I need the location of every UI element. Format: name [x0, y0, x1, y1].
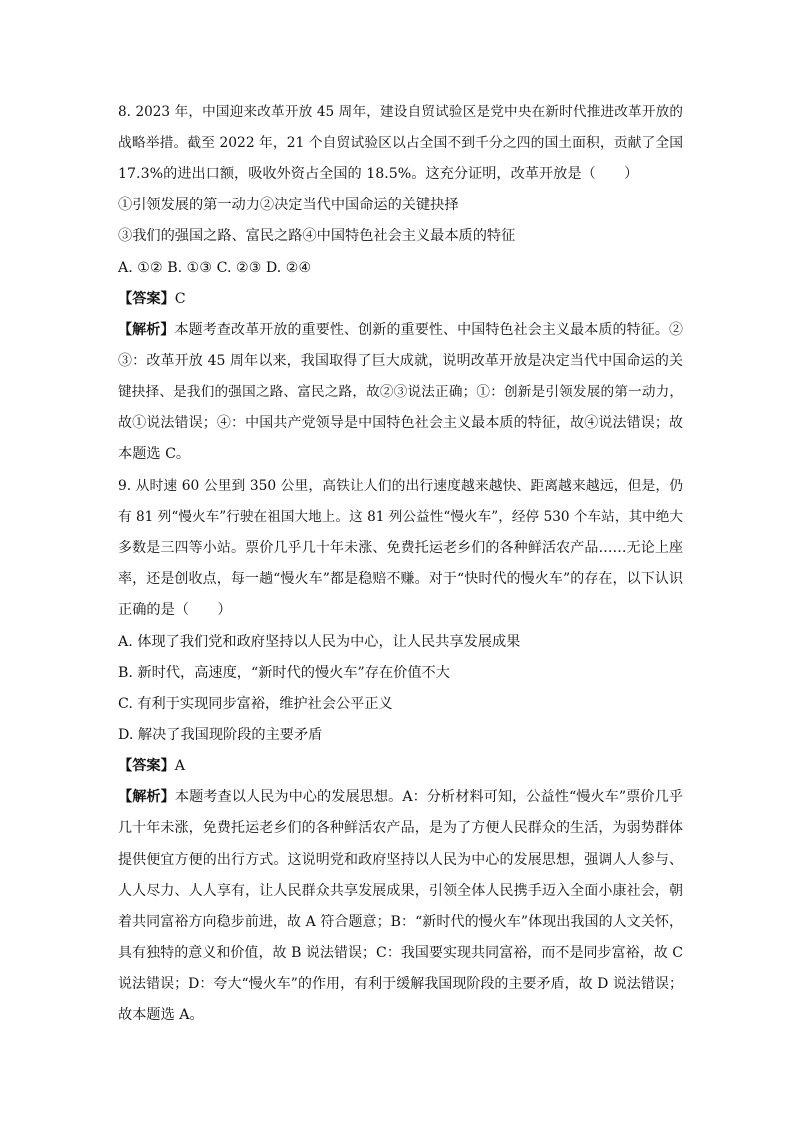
q9-analysis-line: 故本题选 A。	[118, 1007, 204, 1023]
analysis-text: 本题考查改革开放的重要性、创新的重要性、中国特色社会主义最本质的特征。②	[174, 322, 684, 338]
q9-stem-line: 多数是三四等小站。票价几乎几十年未涨、免费托运老乡们的各种鲜活农产品……无论上座	[118, 540, 683, 556]
q9-analysis-line: 提供便宜方便的出行方式。这说明党和政府坚持以人民为中心的发展思想，强调人人参与、	[118, 852, 683, 868]
answer-value: A	[174, 758, 186, 774]
analysis-label: 【解析】	[118, 322, 175, 338]
answer-value: C	[174, 291, 186, 307]
q8-stem-line: 战略举措。截至 2022 年，21 个自贸试验区以占全国不到千分之四的国土面积，贡献了全国	[118, 135, 683, 151]
q9-stem-line: 有 81 列“慢火车”行驶在祖国大地上。这 81 列公益性“慢火车”，经停 530 个车站，其中绝大	[118, 509, 683, 525]
q8-statement: ①引领发展的第一动力②决定当代中国命运的关键抉择	[118, 197, 459, 213]
q9-analysis-line: 着共同富裕方向稳步前进，故 A 符合题意；B：“新时代的慢火车”体现出我国的人文关怀，	[118, 914, 683, 930]
q8-stem-line: 8. 2023 年，中国迎来改革开放 45 周年，建设自贸试验区是党中央在新时代推进改革开放的	[118, 104, 683, 120]
q9-option-d: D. 解决了我国现阶段的主要矛盾	[118, 727, 323, 743]
q9-analysis-line: 具有独特的意义和价值，故 B 说法错误；C：我国要实现共同富裕，而不是同步富裕，故 C	[118, 945, 683, 961]
analysis-text: 本题考查以人民为中心的发展思想。A：分析材料可知，公益性“慢火车”票价几乎	[174, 789, 683, 805]
q9-analysis-line: 人人尽力、人人享有，让人民群众共享发展成果，引领全体人民携手迈入全面小康社会，朝	[118, 883, 683, 899]
q9-option-b: B. 新时代，高速度，“新时代的慢火车”存在价值不大	[118, 665, 450, 681]
q9-option-a: A. 体现了我们党和政府坚持以人民为中心，让人民共享发展成果	[118, 634, 521, 650]
q8-statement: ③我们的强国之路、富民之路④中国特色社会主义最本质的特征	[118, 228, 516, 244]
q9-option-c: C. 有利于实现同步富裕，维护社会公平正义	[118, 696, 393, 712]
answer-label: 【答案】	[118, 291, 175, 307]
q8-analysis-line: 故①说法错误；④：中国共产党领导是中国特色社会主义最本质的特征，故④说法错误；故	[118, 415, 683, 431]
analysis-label: 【解析】	[118, 789, 175, 805]
q8-answer	[118, 289, 683, 309]
q9-analysis-line: 几十年未涨，免费托运老乡们的各种鲜活农产品，是为了方便人民群众的生活，为弱势群体	[118, 820, 683, 836]
q9-analysis-line: 说法错误；D：夸大“慢火车”的作用，有利于缓解我国现阶段的主要矛盾，故 D 说法错误；	[118, 976, 683, 992]
q9-stem-line: 正确的是（ ）	[118, 602, 232, 618]
q9-analysis-line	[118, 787, 683, 807]
q9-answer	[118, 756, 683, 776]
q8-stem-line: 17.3%的进出口额，吸收外资占全国的 18.5%。这充分证明，改革开放是（ ）	[118, 166, 639, 182]
answer-label: 【答案】	[118, 758, 175, 774]
q9-stem-line: 率，还是创收点，每一趟“慢火车”都是稳赔不赚。对于“快时代的慢火车”的存在，以下认识	[118, 571, 683, 587]
q8-analysis-line	[118, 320, 683, 340]
q9-stem-line: 9. 从时速 60 公里到 350 公里，高铁让人们的出行速度越来越快、距离越来越远，但是，仍	[118, 478, 683, 494]
q8-analysis-line: 本题选 C。	[118, 446, 191, 462]
q8-options: A. ①② B. ①③ C. ②③ D. ②④	[118, 260, 312, 276]
q8-analysis-line: 键抉择、是我们的强国之路、富民之路，故②③说法正确；①：创新是引领发展的第一动力，	[118, 384, 683, 400]
q8-analysis-line: ③：改革开放 45 周年以来，我国取得了巨大成就，说明改革开放是决定当代中国命运的关	[118, 353, 683, 369]
